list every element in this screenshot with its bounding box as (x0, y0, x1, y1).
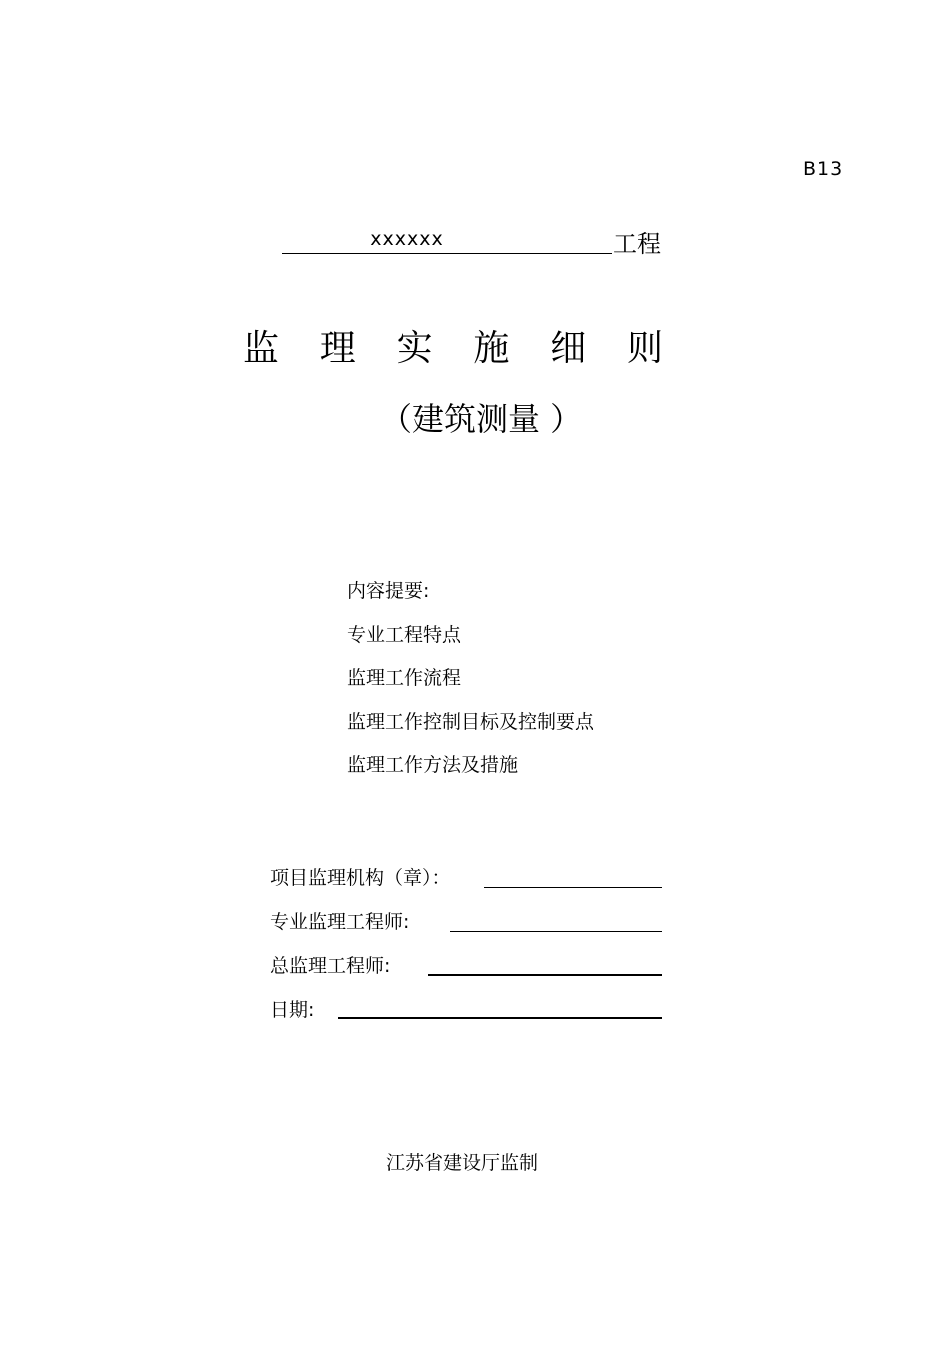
contents-item: 监理工作流程 (347, 667, 462, 689)
signature-line-chief[interactable] (428, 974, 662, 976)
document-subtitle: （建筑测量 ） (380, 400, 583, 438)
signature-label: 日期: (270, 999, 315, 1021)
signature-row-date (270, 995, 662, 1025)
signature-row-chief-engineer (270, 951, 662, 981)
document-title (243, 320, 663, 371)
signature-label: 项目监理机构（章）： (270, 867, 451, 889)
title-char: 则 (626, 328, 663, 369)
title-char: 施 (473, 328, 510, 369)
project-suffix: 工程 (613, 230, 661, 258)
contents-item: 监理工作控制目标及控制要点 (347, 710, 595, 733)
issuer-footer: 江苏省建设厅监制 (386, 1152, 539, 1174)
title-char: 理 (319, 328, 356, 369)
signature-label: 专业监理工程师: (270, 911, 410, 933)
signature-label: 总监理工程师: (270, 955, 391, 977)
signature-row-supervision-agency (270, 863, 662, 893)
title-char: 实 (396, 328, 433, 369)
title-char: 细 (550, 328, 587, 369)
contents-heading: 内容提要: (347, 580, 430, 602)
form-code: B13 (803, 158, 844, 180)
signature-line-date[interactable] (338, 1017, 662, 1019)
contents-item: 监理工作方法及措施 (347, 754, 519, 776)
contents-summary (347, 570, 594, 788)
signature-row-specialist-engineer (270, 907, 662, 937)
signature-line-specialist[interactable] (450, 931, 662, 932)
project-name: xxxxxx (370, 228, 444, 250)
title-char: 监 (243, 328, 280, 369)
contents-item: 专业工程特点 (347, 623, 462, 646)
signature-line-agency[interactable] (484, 887, 662, 888)
